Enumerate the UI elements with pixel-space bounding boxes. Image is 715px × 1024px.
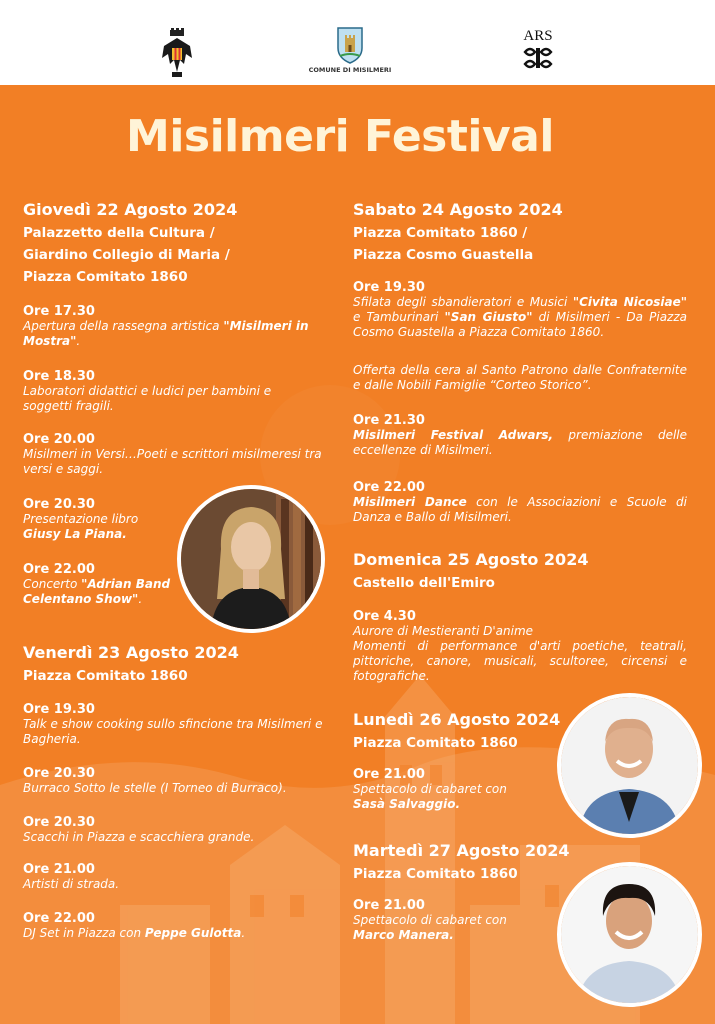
day-place: Piazza Comitato 1860 — [353, 735, 518, 751]
event-item — [23, 304, 323, 349]
event-description: Presentazione libro — [23, 512, 139, 526]
center-logo-caption: COMUNE DI MISILMERI — [308, 66, 392, 74]
event-item — [353, 413, 687, 458]
day-place: Castello dell'Emiro — [353, 575, 495, 591]
festival-title: Misilmeri Festival — [126, 111, 554, 162]
day-date: Giovedì 22 Agosto 2024 — [23, 200, 238, 219]
event-item — [23, 497, 173, 542]
right-logo — [518, 28, 558, 78]
ars-logo-text: ARS — [523, 28, 553, 44]
event-time: Ore 21.00 — [23, 862, 95, 877]
day-domenica — [353, 550, 687, 594]
event-item — [353, 609, 687, 684]
day-date: Venerdì 23 Agosto 2024 — [23, 643, 239, 662]
event-item — [23, 911, 323, 941]
event-item — [353, 480, 687, 525]
event-description: Spettacolo di cabaret con — [353, 913, 507, 927]
event-description: Concerto "Adrian Band Celentano Show". — [23, 577, 171, 606]
event-description: DJ Set in Piazza con Peppe Gulotta. — [23, 926, 246, 940]
event-description: Offerta della cera al Santo Patrono dalle Confraternite e dalle Nobili Famiglie “Corteo Storico”. — [353, 363, 687, 392]
event-description: Sasà Salvaggio. — [353, 797, 461, 811]
event-description: Artisti di strada. — [23, 877, 120, 891]
event-time: Ore 18.30 — [23, 369, 95, 384]
event-time: Ore 21.30 — [353, 413, 425, 428]
event-item — [353, 767, 543, 812]
event-item — [23, 815, 323, 845]
portrait-giusy-la-piana — [177, 485, 325, 633]
event-item — [23, 766, 323, 796]
event-description: Aurore di Mestieranti D'anime — [353, 624, 534, 638]
event-item — [23, 369, 323, 414]
event-description: Momenti di performance d'arti poetiche, teatrali, pittoriche, canore, musicali, scultoree, circensi e fotografiche. — [353, 639, 687, 683]
event-description: Talk e show cooking sullo sfincione tra Misilmeri e Bagheria. — [23, 717, 323, 746]
day-venerdi — [23, 643, 323, 687]
event-time: Ore 17.30 — [23, 304, 95, 319]
eagle-crest-icon — [160, 28, 194, 78]
event-time: Ore 20.30 — [23, 766, 95, 781]
event-time: Ore 4.30 — [353, 609, 416, 624]
ars-emblem-icon — [518, 44, 558, 76]
event-item — [353, 363, 687, 393]
event-item — [23, 432, 323, 477]
day-date: Sabato 24 Agosto 2024 — [353, 200, 563, 219]
day-date: Lunedì 26 Agosto 2024 — [353, 710, 561, 729]
event-time: Ore 19.30 — [23, 702, 95, 717]
event-description: Misilmeri Festival Adwars, premiazione delle eccellenze di Misilmeri. — [353, 428, 687, 457]
event-description: Misilmeri in Versi…Poeti e scrittori misilmeresi tra versi e saggi. — [23, 447, 322, 476]
event-description: Giusy La Piana. — [23, 527, 127, 541]
event-time: Ore 20.00 — [23, 432, 95, 447]
event-description: Burraco Sotto le stelle (I Torneo di Burraco). — [23, 781, 287, 795]
day-place: Giardino Collegio di Maria / — [23, 247, 230, 263]
event-item — [353, 280, 687, 340]
day-place: Palazzetto della Cultura / — [23, 225, 215, 241]
day-date: Martedì 27 Agosto 2024 — [353, 841, 570, 860]
day-place: Piazza Comitato 1860 — [353, 866, 518, 882]
castle-shield-icon — [336, 26, 364, 64]
event-description: Marco Manera. — [353, 928, 454, 942]
event-item — [353, 898, 543, 943]
event-time: Ore 20.30 — [23, 815, 95, 830]
event-item — [23, 702, 323, 747]
event-item — [23, 862, 323, 892]
day-place: Piazza Comitato 1860 — [23, 668, 188, 684]
day-sabato — [353, 200, 687, 266]
event-time: Ore 21.00 — [353, 767, 425, 782]
event-time: Ore 20.30 — [23, 497, 95, 512]
day-place: Piazza Comitato 1860 — [23, 269, 188, 285]
day-giovedi — [23, 200, 323, 288]
event-time: Ore 22.00 — [353, 480, 425, 495]
event-description: Scacchi in Piazza e scacchiera grande. — [23, 830, 255, 844]
portrait-marco-manera — [557, 862, 702, 1007]
event-description: Spettacolo di cabaret con — [353, 782, 507, 796]
event-time: Ore 22.00 — [23, 911, 95, 926]
day-place: Piazza Cosmo Guastella — [353, 247, 534, 263]
event-time: Ore 22.00 — [23, 562, 95, 577]
event-time: Ore 19.30 — [353, 280, 425, 295]
event-item — [23, 562, 178, 607]
day-date: Domenica 25 Agosto 2024 — [353, 550, 589, 569]
event-description: Laboratori didattici e ludici per bambini e soggetti fragili. — [23, 384, 272, 413]
center-logo — [300, 26, 400, 82]
day-place: Piazza Comitato 1860 / — [353, 225, 528, 241]
event-description: Sfilata degli sbandieratori e Musici "Civita Nicosiae" e Tamburinari "San Giusto" di Misilmeri - Da Piazza Cosmo Guastella a Piazza Comitato 1860. — [353, 295, 688, 339]
event-description: Apertura della rassegna artistica "Misilmeri in Mostra". — [23, 319, 309, 348]
event-description: Misilmeri Dance con le Associazioni e Scuole di Danza e Ballo di Misilmeri. — [353, 495, 687, 524]
header-bar — [0, 0, 715, 85]
event-time: Ore 21.00 — [353, 898, 425, 913]
portrait-sasa-salvaggio — [557, 693, 702, 838]
